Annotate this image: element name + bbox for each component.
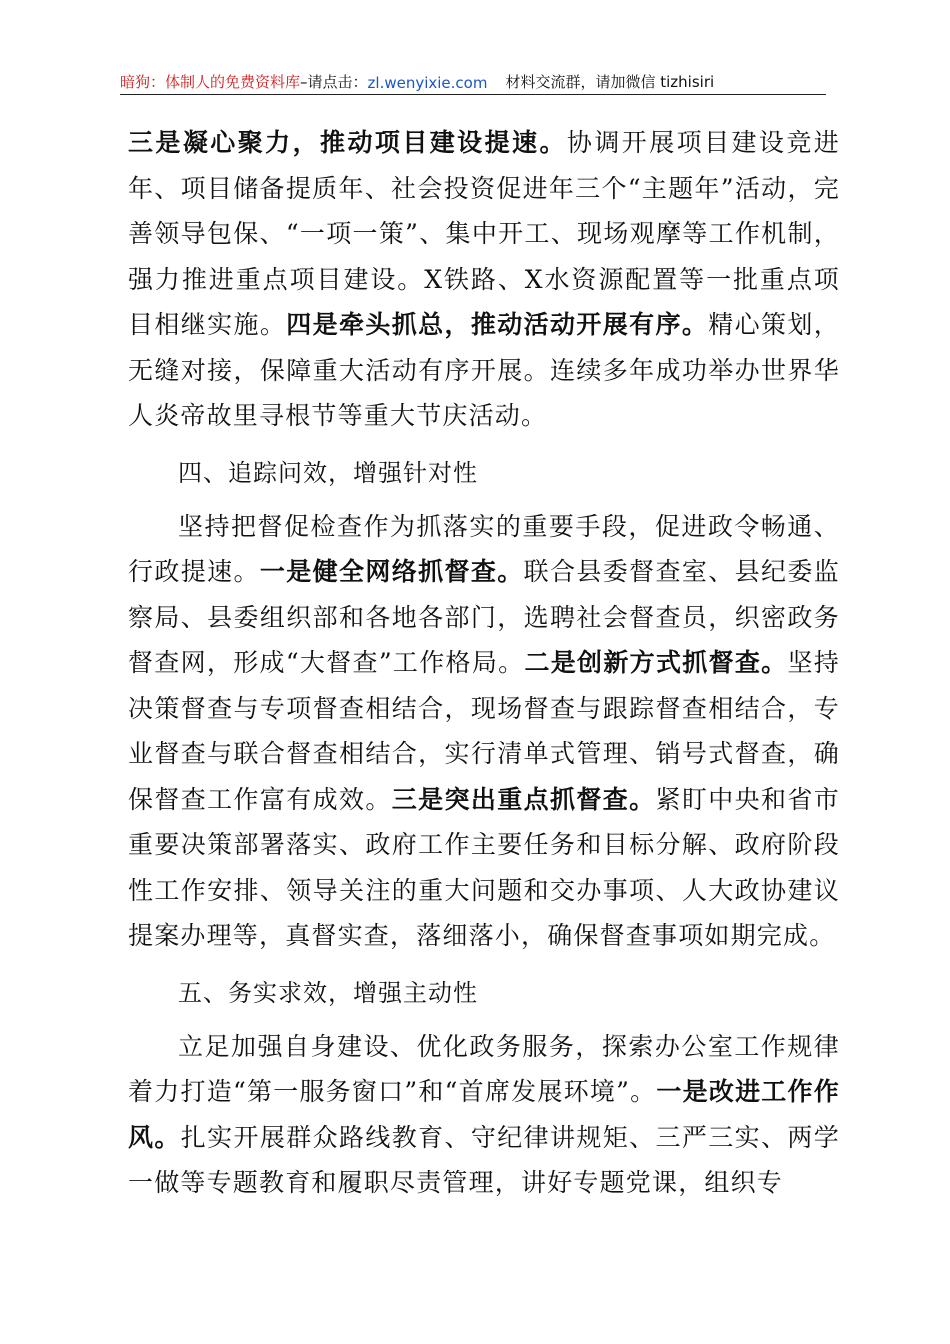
self-building-point-one-title: 一是改进工作作风。 [128,1077,840,1152]
self-building-point-one-text: 扎实开展群众路线教育、守纪律讲规矩、三严三实、两学一做等专题教育和履职尽责管理，讲好专题党课，组织专 [128,1122,840,1197]
supervision-intro: 坚持把督促检查作为抓落实的重要手段，促进政令畅通、行政提速。 [128,511,840,586]
self-building-intro: 立足加强自身建设、优化政务服务，探索办公室工作规律着力打造“第一服务窗口”和“首席发展环境”。 [128,1031,840,1106]
header-click-prompt: –请点击： [300,73,368,91]
supervision-point-three-title: 三是突出重点抓督查。 [391,784,656,814]
section-heading-four: 四、追踪问效，增强针对性 [178,458,478,487]
header-brand: 暗狗：体制人的免费资料库 [120,73,301,91]
point-four-title: 四是牵头抓总，推动活动开展有序。 [286,310,709,339]
header-url-link[interactable]: zl.wenyixie.com [367,74,488,92]
paragraph-supervision [128,504,840,959]
paragraph-project-construction [128,120,840,439]
supervision-point-one-text: 联合县委督查室、县纪委监察局、县委组织部和各地各部门，选聘社会督查员，织密政务督查网，形成“大督查”工作格局。 [128,557,840,677]
paragraph-self-building [128,1024,840,1206]
supervision-point-three-text: 紧盯中央和省市重要决策部署落实、政府工作主要任务和目标分解、政府阶段性工作安排、领导关注的重大问题和交办事项、人大政协建议提案办理等，真督实查，落细落小，确保督查事项如期完成。 [128,784,840,950]
point-three-title: 三是凝心聚力，推动项目建设提速。 [128,128,567,157]
supervision-point-one-title: 一是健全网络抓督查。 [259,557,524,586]
section-heading-five: 五、务实求效，增强主动性 [178,978,478,1007]
page-header [120,68,826,92]
supervision-point-two-title: 二是创新方式抓督查。 [524,648,788,677]
supervision-point-two-text: 坚持决策督查与专项督查相结合，现场督查与跟踪督查相结合，专业督查与联合督查相结合，实行清单式管理、销号式督查，确保督查工作富有成效。 [128,648,840,814]
document-body [128,120,840,1206]
point-three-text: 协调开展项目建设竞进年、项目储备提质年、社会投资促进年三个“主题年”活动，完善领导包保、“一项一策”、集中开工、现场观摩等工作机制，强力推进重点项目建设。X铁路、X水资源配置等一批重点项目相继实施。 [128,128,840,339]
point-four-text: 精心策划，无缝对接，保障重大活动有序开展。连续多年成功举办世界华人炎帝故里寻根节等重大节庆活动。 [128,310,841,430]
header-divider [120,94,826,95]
header-wechat-group: 材料交流群，请加微信 tizhisiri [505,73,715,91]
